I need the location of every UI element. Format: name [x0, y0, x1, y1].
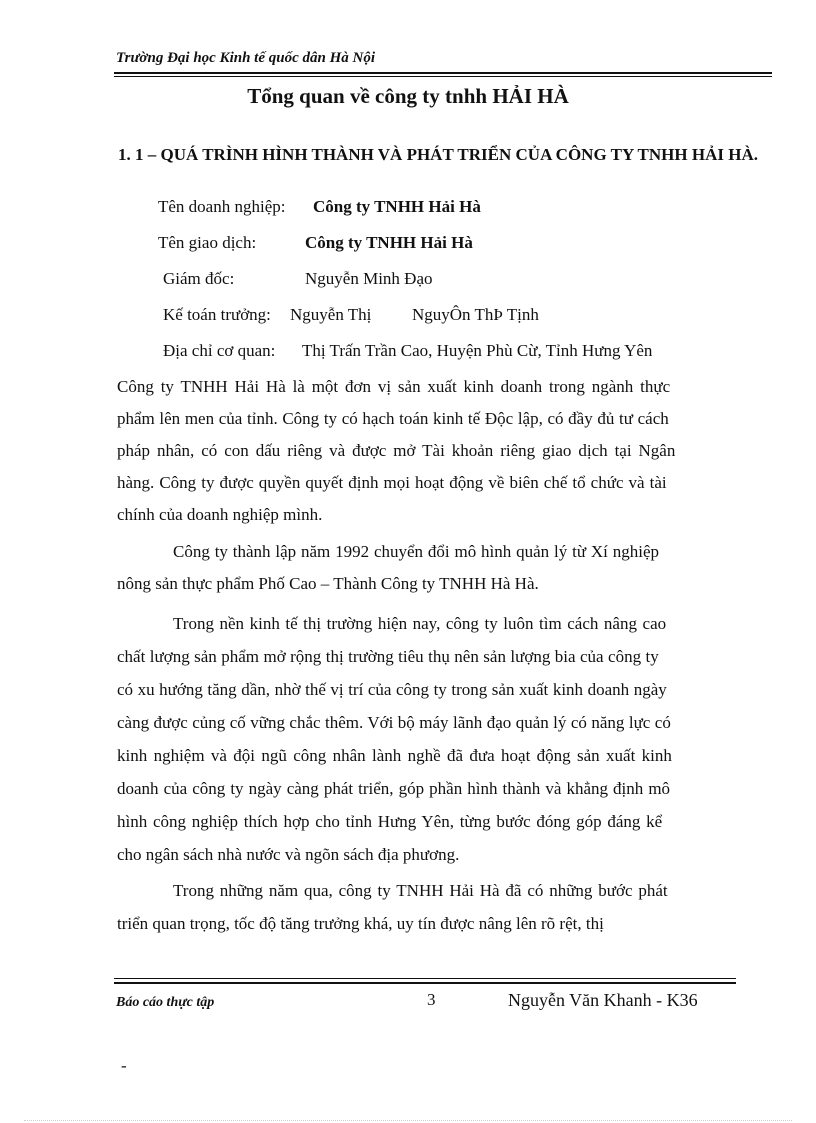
- page-bottom-border: [24, 1120, 792, 1121]
- paragraph-3-line: doanh của công ty ngày càng phát triển, góp phần hình thành và khẳng định mô: [117, 779, 671, 798]
- document-title: Tổng quan về công ty tnhh HẢI HÀ: [247, 84, 569, 108]
- stray-mark: -: [121, 1056, 127, 1075]
- paragraph-3-line: cho ngân sách nhà nước và ngõn sách địa phương.: [117, 845, 460, 864]
- paragraph-3-line: Trong nền kinh tế thị trường hiện nay, công ty luôn tìm cách nâng cao: [173, 614, 667, 633]
- business-name-value: Công ty TNHH Hải Hà: [313, 197, 481, 216]
- footer-rule-thin: [114, 978, 736, 979]
- business-name-label: Tên doanh nghiệp:: [158, 197, 286, 216]
- footer-report-label: Báo cáo thực tập: [116, 995, 215, 1010]
- director-label: Giám đốc:: [163, 269, 235, 288]
- paragraph-1-line: chính của doanh nghiệp mình.: [117, 505, 323, 524]
- paragraph-2-line: nông sản thực phẩm Phố Cao – Thành Công ty TNHH Hà Hà.: [117, 574, 539, 593]
- paragraph-1-line: Công ty TNHH Hải Hà là một đơn vị sản xuất kinh doanh trong ngành thực: [117, 377, 671, 396]
- director-value: Nguyễn Minh Đạo: [305, 269, 433, 288]
- header-rule-thick: [114, 72, 772, 74]
- header-rule-thin: [114, 76, 772, 77]
- chief-accountant-value-garbled: NguyÔn ThÞ Tịnh: [412, 305, 539, 324]
- paragraph-4-line: triển quan trọng, tốc độ tăng trưởng khá, uy tín được nâng lên rõ rệt, thị: [117, 914, 604, 933]
- paragraph-2-line: Công ty thành lập năm 1992 chuyển đổi mô hình quản lý từ Xí nghiệp: [173, 542, 660, 561]
- paragraph-3-line: có xu hướng tăng dần, nhờ thế vị trí của công ty trong sản xuất kinh doanh ngày: [117, 680, 667, 699]
- section-heading: 1. 1 – QUÁ TRÌNH HÌNH THÀNH VÀ PHÁT TRIỂN CỦA CÔNG TY TNHH HẢI HÀ.: [118, 145, 758, 164]
- trade-name-value: Công ty TNHH Hải Hà: [305, 233, 473, 252]
- paragraph-1-line: hàng. Công ty được quyền quyết định mọi hoạt động về biên chế tổ chức và tài: [117, 473, 667, 492]
- paragraph-3-line: chất lượng sản phẩm mở rộng thị trường tiêu thụ nên sản lượng bia của công ty: [117, 647, 659, 666]
- footer-author: Nguyễn Văn Khanh - K36: [508, 990, 698, 1010]
- running-header-school: Trường Đại học Kinh tế quốc dân Hà Nội: [116, 50, 376, 66]
- paragraph-4-line: Trong những năm qua, công ty TNHH Hải Hà đã có những bước phát: [173, 881, 668, 900]
- address-value: Thị Trấn Trần Cao, Huyện Phù Cừ, Tỉnh Hưng Yên: [302, 341, 653, 360]
- address-label: Địa chỉ cơ quan:: [163, 341, 276, 360]
- paragraph-1-line: pháp nhân, có con dấu riêng và được mở Tài khoản riêng giao dịch tại Ngân: [117, 441, 676, 460]
- chief-accountant-label: Kế toán trưởng:: [163, 305, 271, 324]
- chief-accountant-value: Nguyễn Thị: [290, 305, 372, 324]
- paragraph-3-line: hình công nghiệp thích hợp cho tỉnh Hưng Yên, từng bước đóng góp đáng kể: [117, 812, 663, 831]
- footer-rule-thick: [114, 982, 736, 984]
- paragraph-1-line: phẩm lên men của tỉnh. Công ty có hạch toán kinh tế Độc lập, có đầy đủ tư cách: [117, 409, 669, 428]
- paragraph-3-line: kinh nghiệm và đội ngũ công nhân lành nghề đã đưa hoạt động sản xuất kinh: [117, 746, 672, 765]
- paragraph-3-line: càng được củng cố vững chắc thêm. Với bộ máy lãnh đạo quản lý có năng lực có: [117, 713, 671, 732]
- page-number: 3: [427, 990, 436, 1009]
- trade-name-label: Tên giao dịch:: [158, 233, 257, 252]
